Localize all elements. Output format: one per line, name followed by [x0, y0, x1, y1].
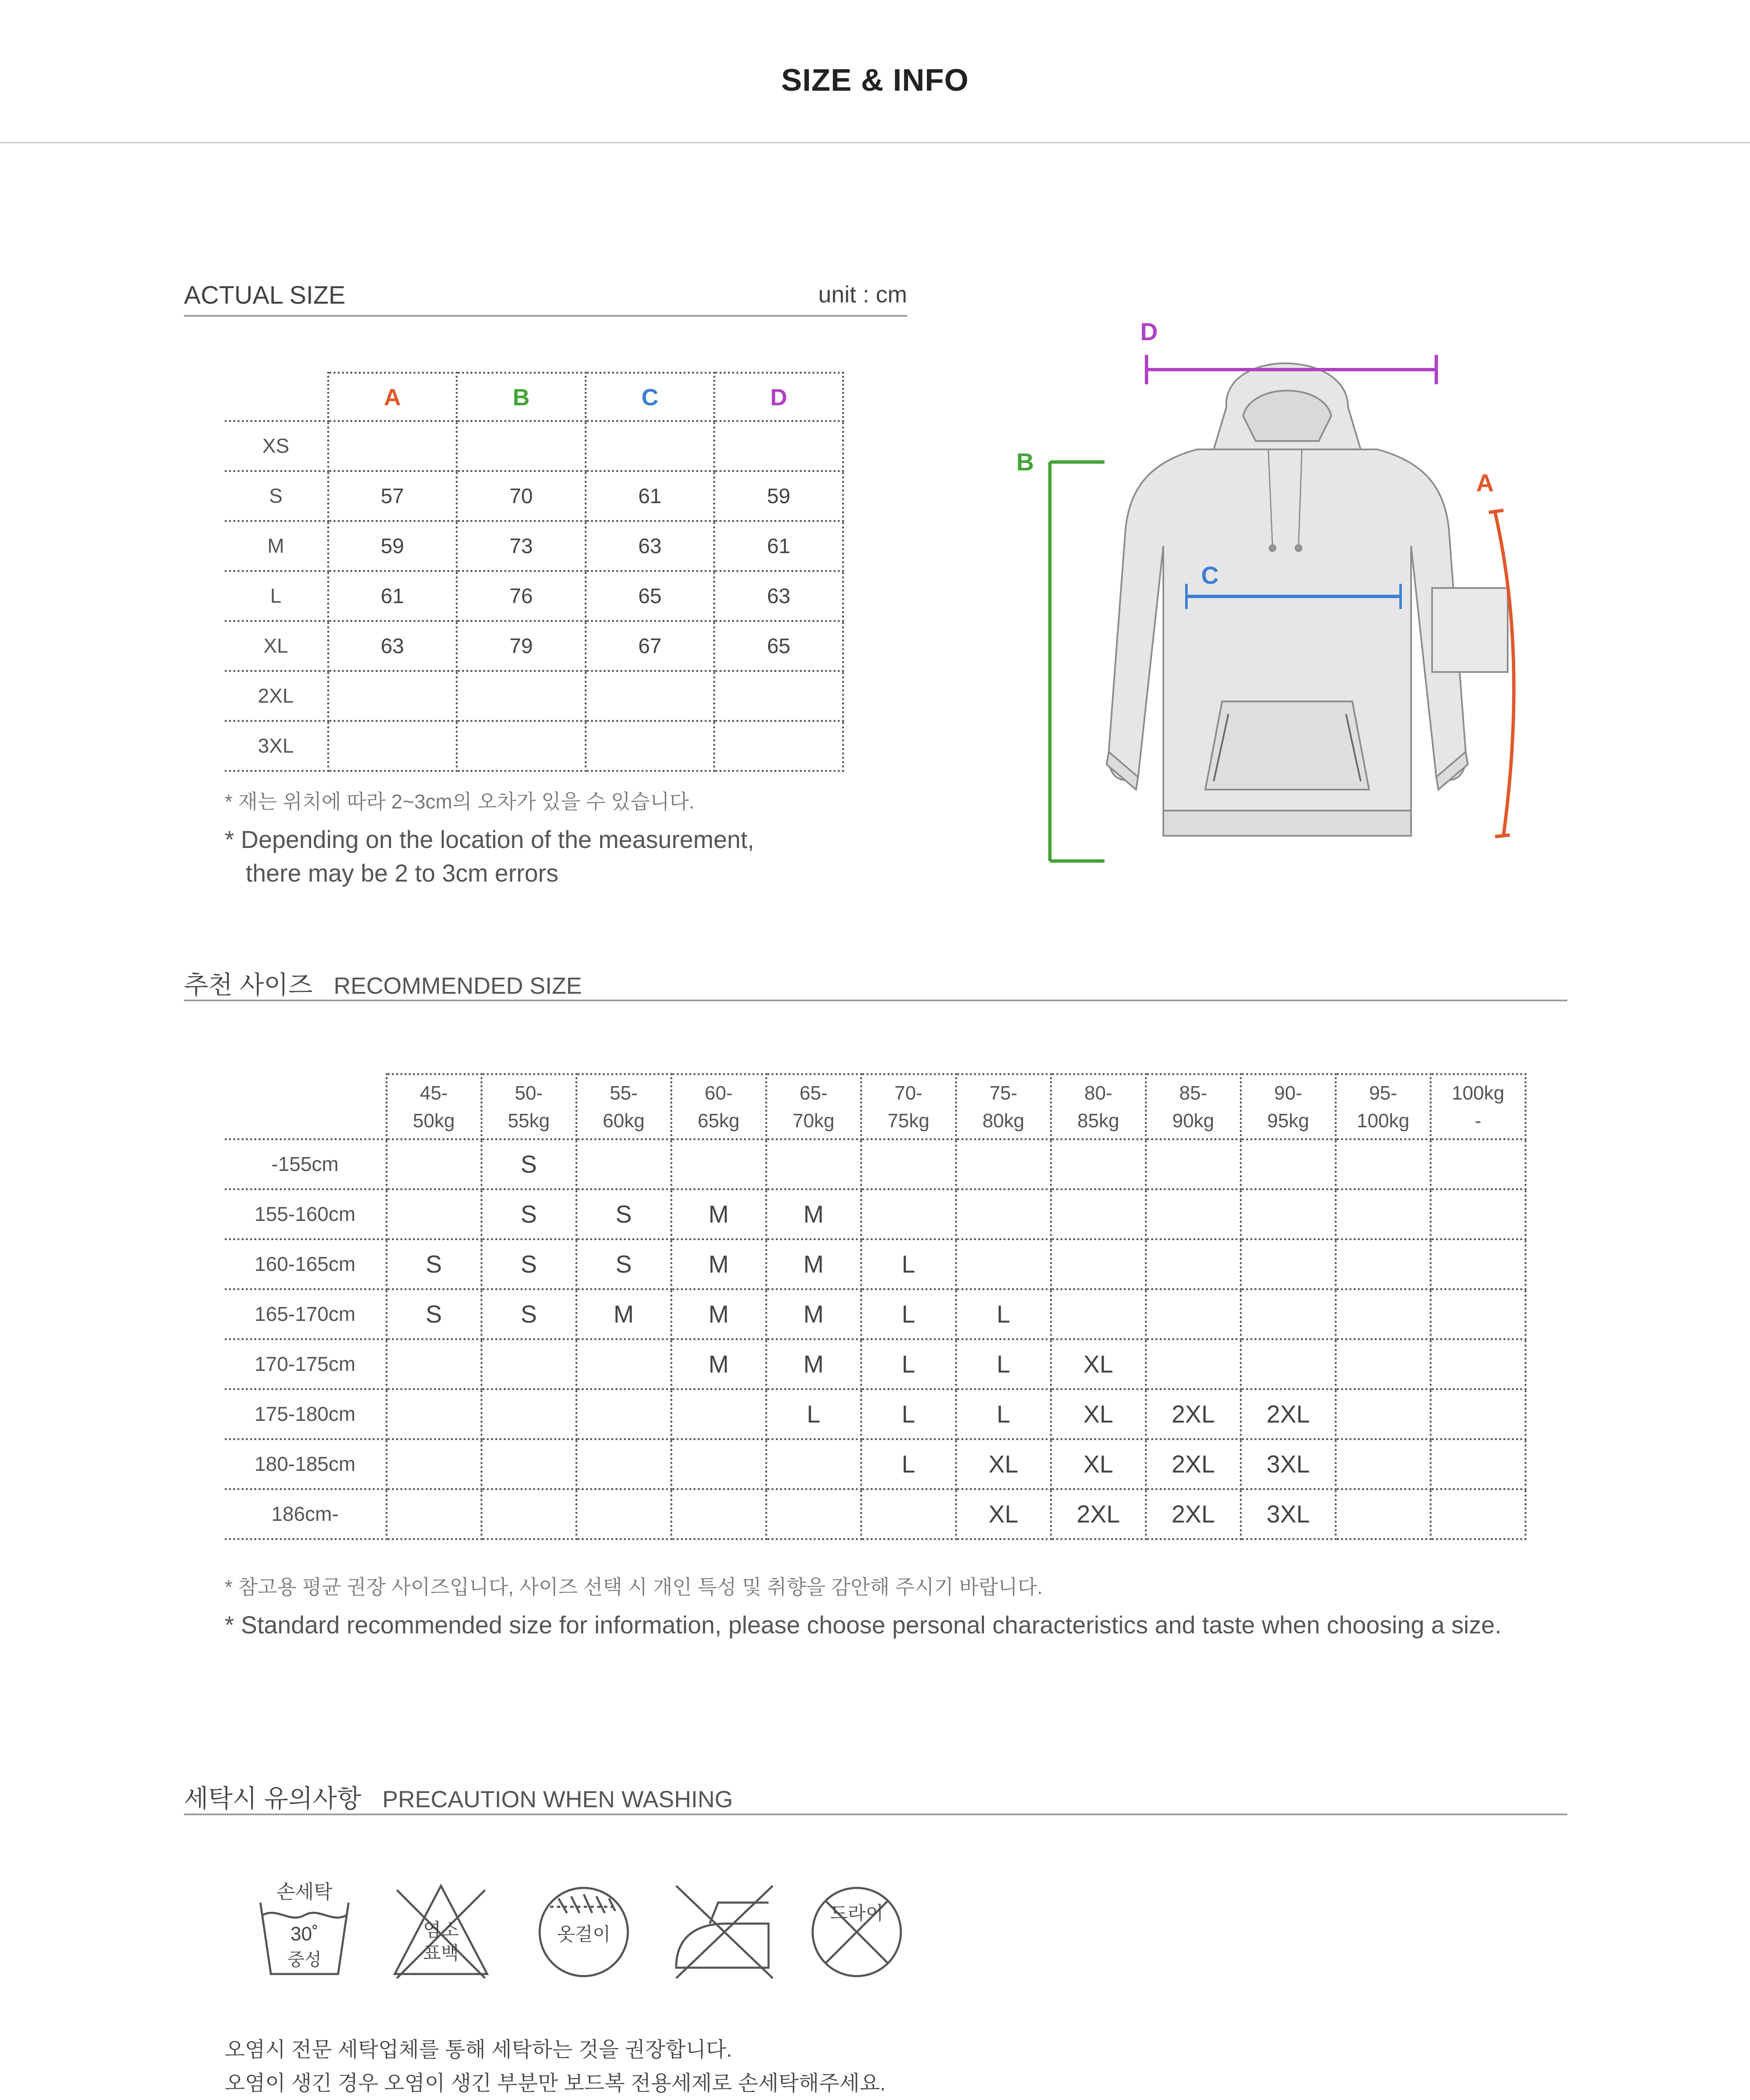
- size-cell: [1335, 1189, 1430, 1239]
- size-cell: [1335, 1339, 1430, 1389]
- size-label: S: [225, 471, 328, 521]
- weight-header-line: 50kg: [413, 1110, 455, 1131]
- size-cell: XL: [956, 1439, 1051, 1489]
- weight-header: [861, 1074, 956, 1139]
- hanger-dry-icon: [540, 1888, 628, 1976]
- size-cell: [576, 1389, 671, 1439]
- measurement-cell: 65: [714, 621, 843, 671]
- weight-header-line: 100kg: [1451, 1082, 1505, 1104]
- weight-header-line: 70kg: [792, 1110, 835, 1131]
- weight-header-line: 95-: [1369, 1082, 1397, 1104]
- weight-header-line: 95kg: [1267, 1110, 1309, 1131]
- table-row: [225, 1439, 1526, 1489]
- size-cell: [1335, 1139, 1430, 1189]
- weight-header: [1051, 1074, 1146, 1139]
- measurement-cell: 61: [328, 571, 457, 621]
- table-row: [225, 1389, 1526, 1439]
- size-cell: S: [386, 1239, 481, 1289]
- weight-header: [956, 1074, 1051, 1139]
- hand-wash-icon: [260, 1881, 349, 1974]
- weight-header-line: -: [1475, 1110, 1482, 1131]
- paragraph-line: 오염시 전문 세탁업체를 통해 세탁하는 것을 권장합니다.: [225, 2038, 732, 2061]
- hanger-label: 옷걸이: [557, 1924, 611, 1945]
- table-row: [225, 521, 843, 571]
- table-corner: [225, 373, 328, 421]
- weight-header-line: 65kg: [698, 1110, 740, 1131]
- measurement-cell: 59: [328, 521, 457, 571]
- measurement-b: [1016, 449, 1105, 861]
- hand-wash-temp: 30˚: [290, 1923, 319, 1945]
- recommended-heading-en: RECOMMENDED SIZE: [333, 972, 582, 999]
- size-cell: S: [481, 1139, 576, 1189]
- size-cell: [386, 1489, 481, 1539]
- size-cell: [861, 1489, 956, 1539]
- size-cell: [481, 1439, 576, 1489]
- weight-header-line: 60kg: [603, 1110, 645, 1131]
- measurement-cell: [585, 671, 714, 721]
- weight-header: [1430, 1074, 1525, 1139]
- size-cell: [671, 1439, 766, 1489]
- table-row: [225, 671, 843, 721]
- size-cell: [956, 1139, 1051, 1189]
- size-cell: [1335, 1239, 1430, 1289]
- size-cell: L: [766, 1389, 861, 1439]
- height-label: 155-160cm: [225, 1189, 386, 1239]
- weight-header-line: 75-: [989, 1082, 1018, 1104]
- size-cell: [861, 1139, 956, 1189]
- size-cell: L: [956, 1389, 1051, 1439]
- size-cell: [1241, 1189, 1335, 1239]
- weight-header-line: 45-: [420, 1082, 448, 1104]
- measurement-cell: 67: [585, 621, 714, 671]
- size-cell: M: [671, 1239, 766, 1289]
- actual-size-divider: [184, 315, 907, 317]
- weight-header-line: 65-: [799, 1082, 828, 1104]
- size-cell: [481, 1339, 576, 1389]
- measurement-cell: 73: [457, 521, 586, 571]
- no-bleach-icon: [395, 1886, 487, 1978]
- weight-header-line: 100kg: [1356, 1110, 1409, 1131]
- size-cell: S: [386, 1289, 481, 1339]
- measurement-cell: [457, 721, 586, 771]
- size-cell: [576, 1339, 671, 1389]
- measurement-cell: 63: [328, 621, 457, 671]
- size-cell: 3XL: [1241, 1439, 1335, 1489]
- no-iron-icon: [676, 1886, 773, 1978]
- size-cell: S: [576, 1239, 671, 1289]
- washing-heading-kr: 세탁시 유의사항: [184, 1785, 362, 1813]
- size-cell: M: [766, 1239, 861, 1289]
- size-cell: [671, 1489, 766, 1539]
- recommended-note-en: * Standard recommended size for information, please choose personal characteristics and taste when choosing a size.: [225, 1612, 1502, 1639]
- weight-header: [1241, 1074, 1335, 1139]
- column-header-d: D: [714, 373, 843, 421]
- table-row: [225, 621, 843, 671]
- size-cell: L: [861, 1439, 956, 1489]
- size-cell: M: [766, 1189, 861, 1239]
- no-bleach-label-2: 표백: [423, 1943, 459, 1964]
- weight-header-line: 60-: [704, 1082, 733, 1104]
- measurement-cell: [714, 721, 843, 771]
- size-cell: L: [956, 1289, 1051, 1339]
- washing-divider: [184, 1814, 1567, 1815]
- size-cell: [1430, 1139, 1525, 1189]
- recommended-size-heading: [184, 965, 582, 1001]
- page-title: SIZE & INFO: [781, 63, 969, 97]
- measurement-cell: 61: [585, 471, 714, 521]
- size-cell: [1146, 1189, 1241, 1239]
- table-row: [225, 571, 843, 621]
- size-label: 3XL: [225, 721, 328, 771]
- size-cell: [1430, 1339, 1525, 1389]
- weight-header-line: 55-: [609, 1082, 638, 1104]
- size-cell: [1335, 1439, 1430, 1489]
- size-cell: XL: [1051, 1439, 1146, 1489]
- measurement-cell: 59: [714, 471, 843, 521]
- size-cell: [671, 1139, 766, 1189]
- unit-label: unit : cm: [818, 281, 907, 307]
- size-cell: [1335, 1489, 1430, 1539]
- washing-heading: [184, 1779, 733, 1815]
- size-cell: [1430, 1439, 1525, 1489]
- size-cell: [766, 1139, 861, 1189]
- size-cell: [956, 1239, 1051, 1289]
- measurement-cell: 79: [457, 621, 586, 671]
- recommended-size-divider: [184, 1000, 1567, 1001]
- size-label: M: [225, 521, 328, 571]
- size-cell: [1051, 1189, 1146, 1239]
- size-cell: 2XL: [1146, 1439, 1241, 1489]
- size-cell: L: [861, 1339, 956, 1389]
- size-cell: [1146, 1239, 1241, 1289]
- size-cell: 2XL: [1051, 1489, 1146, 1539]
- size-cell: [861, 1189, 956, 1239]
- column-header-a: A: [328, 373, 457, 421]
- size-cell: [1051, 1139, 1146, 1189]
- weight-header-line: 90-: [1274, 1082, 1302, 1104]
- size-cell: 2XL: [1146, 1389, 1241, 1439]
- size-cell: [576, 1139, 671, 1189]
- recommended-note-kr: * 참고용 평균 권장 사이즈입니다, 사이즈 선택 시 개인 특성 및 취향을 감안해 주시기 바랍니다.: [225, 1576, 1043, 1599]
- size-cell: [1241, 1339, 1335, 1389]
- measurement-cell: [714, 421, 843, 471]
- size-cell: [766, 1439, 861, 1489]
- height-label: 175-180cm: [225, 1389, 386, 1439]
- size-cell: [1430, 1289, 1525, 1339]
- size-cell: [481, 1489, 576, 1539]
- washing-heading-en: PRECAUTION WHEN WASHING: [382, 1786, 733, 1812]
- weight-header-line: 80kg: [982, 1110, 1025, 1131]
- weight-header: [481, 1074, 576, 1139]
- actual-size-note-en-1: * Depending on the location of the measurement,: [225, 826, 754, 853]
- size-cell: XL: [956, 1489, 1051, 1539]
- weight-header: [671, 1074, 766, 1139]
- measurement-cell: [585, 421, 714, 471]
- weight-header-line: 55kg: [508, 1110, 550, 1131]
- size-cell: [1241, 1239, 1335, 1289]
- weight-header-line: 80-: [1084, 1082, 1112, 1104]
- label-c: C: [1201, 562, 1219, 589]
- size-cell: L: [861, 1389, 956, 1439]
- size-cell: [1146, 1139, 1241, 1189]
- table-row: [225, 1189, 1526, 1239]
- size-cell: [766, 1489, 861, 1539]
- size-cell: [386, 1339, 481, 1389]
- measurement-cell: 61: [714, 521, 843, 571]
- weight-header-line: 85-: [1179, 1082, 1207, 1104]
- size-cell: M: [576, 1289, 671, 1339]
- table-corner: [225, 1074, 386, 1139]
- weight-header: [1335, 1074, 1430, 1139]
- recommended-header-row: [225, 1074, 1526, 1139]
- size-cell: [576, 1439, 671, 1489]
- size-cell: S: [576, 1189, 671, 1239]
- measurement-cell: [714, 671, 843, 721]
- care-icons: [252, 1873, 916, 1991]
- title-divider: [0, 142, 1750, 143]
- height-label: 160-165cm: [225, 1239, 386, 1289]
- table-row: [225, 1339, 1526, 1389]
- weight-header-line: 70-: [894, 1082, 923, 1104]
- size-cell: 2XL: [1241, 1389, 1335, 1439]
- actual-size-header-row: [225, 373, 843, 421]
- height-label: 170-175cm: [225, 1339, 386, 1389]
- no-bleach-label-1: 염소: [423, 1920, 459, 1940]
- height-label: -155cm: [225, 1139, 386, 1189]
- table-row: [225, 1139, 1526, 1189]
- weight-header: [766, 1074, 861, 1139]
- size-label: 2XL: [225, 671, 328, 721]
- measurement-cell: [328, 421, 457, 471]
- hand-wash-label: 손세탁: [276, 1881, 333, 1903]
- label-a: A: [1476, 470, 1494, 497]
- hand-wash-neutral: 중성: [287, 1950, 322, 1969]
- size-label: XS: [225, 421, 328, 471]
- size-cell: XL: [1051, 1389, 1146, 1439]
- size-cell: [386, 1439, 481, 1489]
- size-cell: S: [481, 1189, 576, 1239]
- measurement-cell: 76: [457, 571, 586, 621]
- measurement-cell: [585, 721, 714, 771]
- table-row: [225, 1289, 1526, 1339]
- size-cell: L: [861, 1239, 956, 1289]
- weight-header: [386, 1074, 481, 1139]
- hoodie-illustration: [1107, 363, 1508, 836]
- measurement-cell: 63: [585, 521, 714, 571]
- recommended-size-table: [225, 1073, 1527, 1540]
- height-label: 180-185cm: [225, 1439, 386, 1489]
- size-cell: [1430, 1239, 1525, 1289]
- measurement-cell: 57: [328, 471, 457, 521]
- size-cell: [481, 1389, 576, 1439]
- size-cell: S: [481, 1239, 576, 1289]
- size-cell: [1241, 1289, 1335, 1339]
- table-row: [225, 721, 843, 771]
- size-cell: [1430, 1389, 1525, 1439]
- actual-size-note-kr: * 재는 위치에 따라 2~3cm의 오차가 있을 수 있습니다.: [225, 791, 695, 813]
- size-cell: [1146, 1339, 1241, 1389]
- measurement-cell: [328, 671, 457, 721]
- height-label: 165-170cm: [225, 1289, 386, 1339]
- weight-header: [1146, 1074, 1241, 1139]
- size-cell: [1430, 1189, 1525, 1239]
- table-row: [225, 421, 843, 471]
- size-cell: [386, 1139, 481, 1189]
- size-cell: [1146, 1289, 1241, 1339]
- size-cell: [671, 1389, 766, 1439]
- actual-size-note-en-2: there may be 2 to 3cm errors: [246, 860, 559, 887]
- size-cell: [386, 1389, 481, 1439]
- size-cell: L: [861, 1289, 956, 1339]
- weight-header: [576, 1074, 671, 1139]
- size-cell: [576, 1489, 671, 1539]
- table-row: [225, 1489, 1526, 1539]
- label-b: B: [1016, 449, 1034, 476]
- paragraph-line: 오염이 생긴 경우 오염이 생긴 부분만 보드복 전용세제로 손세탁해주세요.: [225, 2071, 886, 2095]
- size-cell: [1051, 1239, 1146, 1289]
- size-cell: XL: [1051, 1339, 1146, 1389]
- size-cell: M: [671, 1189, 766, 1239]
- table-row: [225, 471, 843, 521]
- size-cell: [1335, 1289, 1430, 1339]
- actual-size-table: [225, 372, 844, 772]
- weight-header-line: 85kg: [1077, 1110, 1120, 1131]
- size-cell: M: [671, 1289, 766, 1339]
- measurement-cell: 63: [714, 571, 843, 621]
- weight-header-line: 90kg: [1172, 1110, 1215, 1131]
- weight-header-line: 50-: [514, 1082, 543, 1104]
- size-cell: S: [481, 1289, 576, 1339]
- size-cell: M: [766, 1339, 861, 1389]
- size-cell: [1430, 1489, 1525, 1539]
- size-cell: 3XL: [1241, 1489, 1335, 1539]
- size-cell: M: [766, 1289, 861, 1339]
- recommended-heading-kr: 추천 사이즈: [184, 971, 313, 999]
- measurement-cell: 70: [457, 471, 586, 521]
- size-cell: [956, 1189, 1051, 1239]
- column-header-b: B: [457, 373, 586, 421]
- size-cell: L: [956, 1339, 1051, 1389]
- height-label: 186cm-: [225, 1489, 386, 1539]
- measurement-cell: [457, 421, 586, 471]
- table-row: [225, 1239, 1526, 1289]
- size-cell: 2XL: [1146, 1489, 1241, 1539]
- hoodie-measurement-diagram: [1000, 311, 1545, 890]
- no-dry-clean-icon: [813, 1888, 901, 1976]
- size-label: XL: [225, 621, 328, 671]
- size-cell: [1335, 1389, 1430, 1439]
- size-cell: [1241, 1139, 1335, 1189]
- size-cell: [386, 1189, 481, 1239]
- measurement-cell: 65: [585, 571, 714, 621]
- measurement-cell: [457, 671, 586, 721]
- size-label: L: [225, 571, 328, 621]
- label-d: D: [1140, 318, 1158, 346]
- no-dry-label: 드라이: [830, 1903, 884, 1924]
- size-cell: M: [671, 1339, 766, 1389]
- measurement-cell: [328, 721, 457, 771]
- weight-header-line: 75kg: [887, 1110, 930, 1131]
- size-cell: [1051, 1289, 1146, 1339]
- actual-size-heading: ACTUAL SIZE: [184, 281, 346, 309]
- washing-paragraph-kr: [225, 2033, 952, 2100]
- column-header-c: C: [585, 373, 714, 421]
